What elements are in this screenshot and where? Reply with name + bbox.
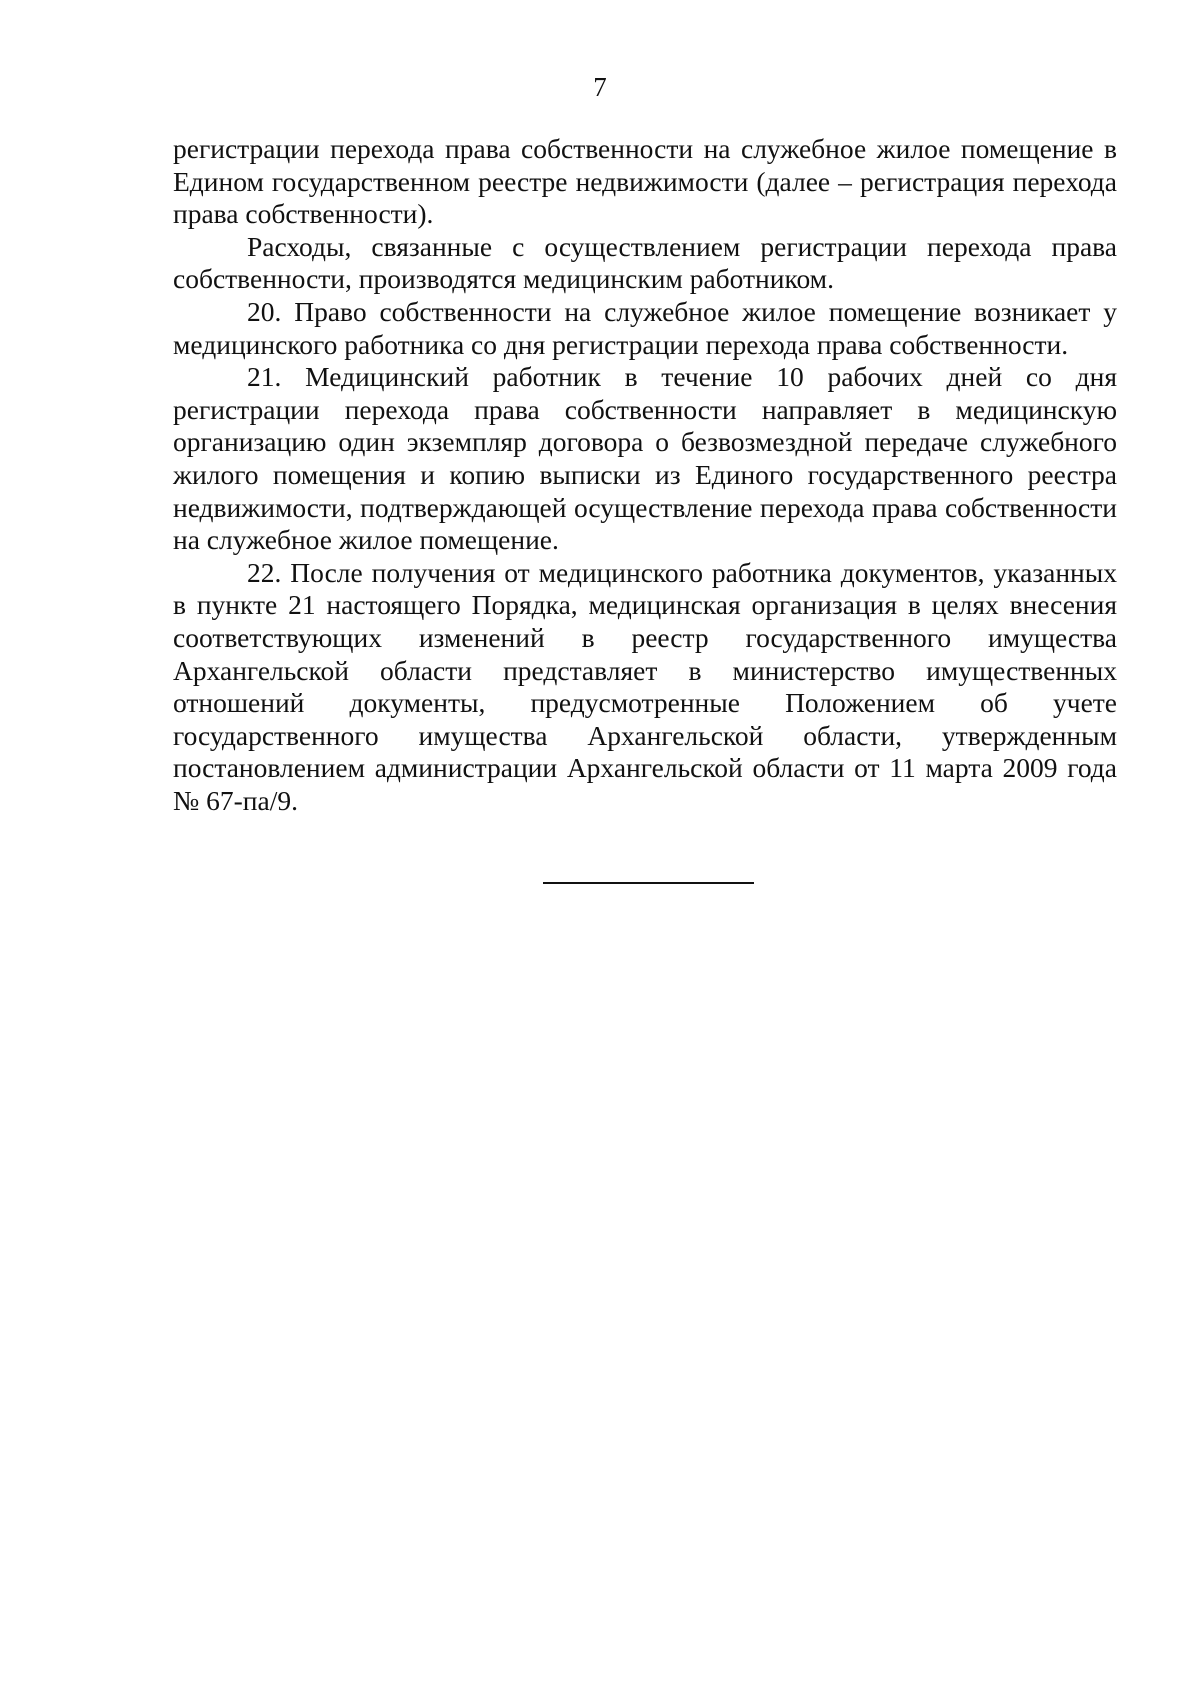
paragraph-continuation: регистрации перехода права собственности на служебное жилое помещение в Едином государственном реестре недвижимости (далее – регистрация перехода права собственности). [173, 133, 1117, 230]
paragraph-expenses: Расходы, связанные с осуществлением регистрации перехода права собственности, производятся медицинским работником. [173, 230, 1117, 295]
document-body [173, 133, 1117, 817]
paragraph-item-21: 21. Медицинский работник в течение 10 рабочих дней со дня регистрации перехода права собственности направляет в медицинскую организацию один экземпляр договора о безвозмездной передаче служебного жилого помещения и копию выписки из Единого государственного реестра недвижимости, подтверждающей осуществление перехода права собственности на служебное жилое помещение. [173, 361, 1117, 556]
paragraph-item-22: 22. После получения от медицинского работника документов, указанных в пункте 21 настоящего Порядка, медицинская организация в целях внесения соответствующих изменений в реестр государственного имущества Архангельской области представляет в министерство имущественных отношений документы, предусмотренные Положением об учете государственного имущества Архангельской области, утвержденным постановлением администрации Архангельской области от 11 марта 2009 года № 67-па/9. [173, 556, 1117, 816]
paragraph-item-20: 20. Право собственности на служебное жилое помещение возникает у медицинского работника со дня регистрации перехода права собственности. [173, 295, 1117, 360]
end-of-document-rule [543, 882, 754, 884]
page-number: 7 [593, 72, 607, 102]
